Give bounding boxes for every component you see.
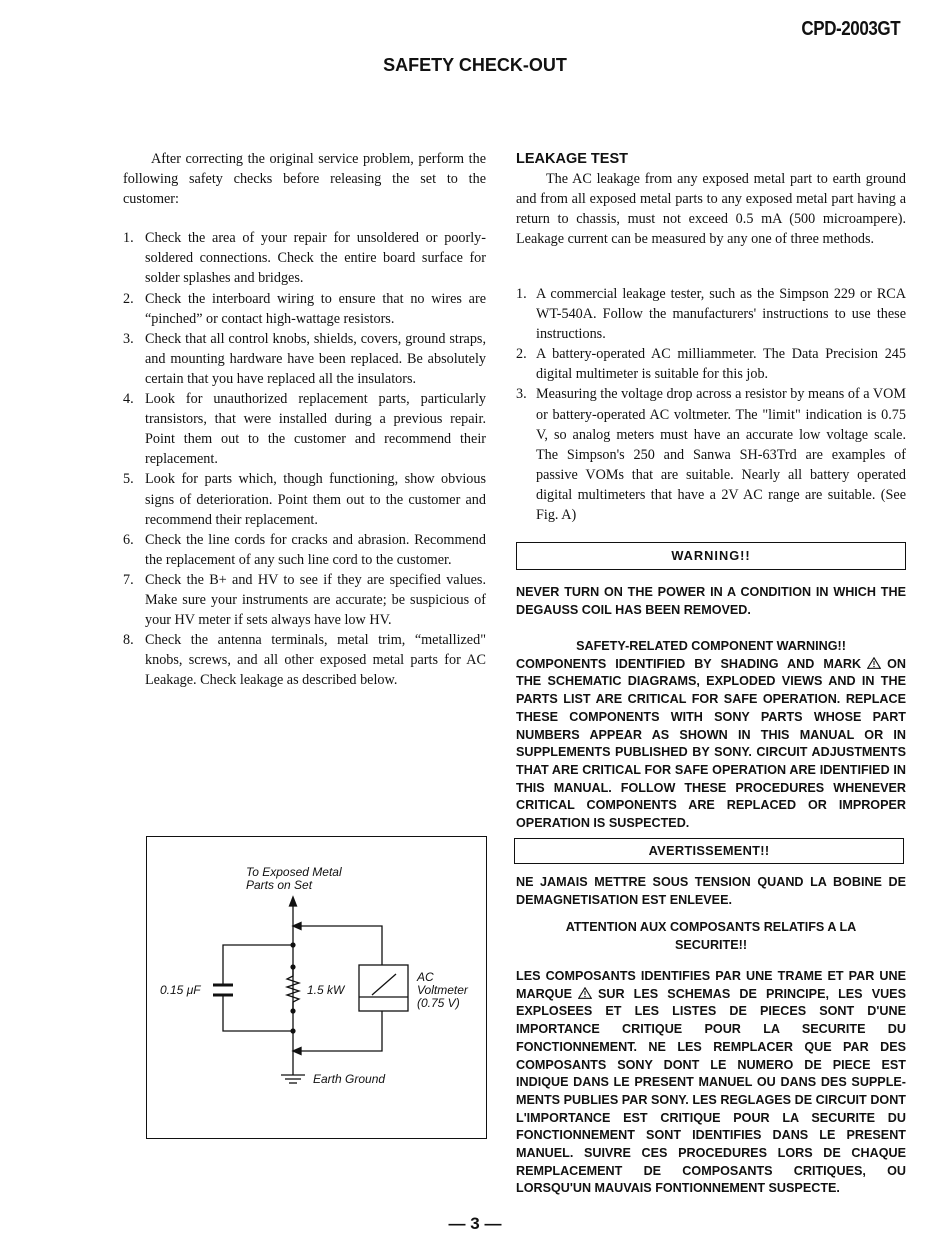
warning-power-paragraph: NEVER TURN ON THE POWER IN A CONDITION IN WHICH THE DEGAUSS COIL HAS BEEN REMOVED. [516, 585, 906, 617]
voltmeter-box [359, 965, 408, 1011]
junction-dot [290, 1008, 295, 1013]
leakage-test-body: The AC leakage from any exposed metal part to earth ground and from all exposed metal parts to any exposed metal part having a return to chassis, must not exceed 0.5 mA (500 microampere). Leakage current can be measured by any one of three methods. [516, 171, 906, 248]
capacitor-bottom-wire [223, 995, 293, 1031]
exposed-metal-label [246, 866, 342, 892]
list-item-text: Check the line cords for cracks and abrasion. Recommend the replacement of any such line cord to the customer. [145, 531, 486, 568]
list-item-text: A commercial leakage tester, such as the Simpson 229 or RCA WT-540A. Follow the manufacturers' instructions to use these instructions. [536, 286, 906, 343]
warning-box: WARNING!! [516, 542, 906, 570]
list-item-text: Check the B+ and HV to see if they are specified values. Make sure your instruments are accurate; be suspicious of your HV meter if sets always have low HV. [145, 571, 486, 629]
meter-bottom-wire [293, 1011, 382, 1051]
list-item-text: Check that all control knobs, shields, covers, ground straps, and mounting hardware have been replaced. Be absolutely certain that you have replaced all the insulators. [145, 330, 486, 387]
voltmeter-label-line1: AC [417, 970, 434, 984]
list-item-text: Check the antenna terminals, metal trim, “metallized" knobs, screws, and all other exposed metal parts for AC Leakage. Check leakage as described below. [145, 632, 486, 689]
list-item-number: 4. [123, 391, 134, 408]
junction-dot [290, 942, 295, 947]
list-item-text: A battery-operated AC milliammeter. The Data Precision 245 digital multimeter is suitable for this job. [536, 346, 906, 383]
capacitor-top-wire [223, 945, 293, 985]
avertissement-text-pre: LES COMPOSANTS IDENTIFIES PAR UNE TRAME ET PAR UNE MARQUE [516, 969, 906, 1001]
capacitor-label: 0.15 μF [160, 983, 201, 997]
list-item [123, 630, 486, 690]
list-item [123, 530, 486, 570]
list-item [123, 570, 486, 630]
list-item [516, 384, 906, 525]
junction-dot [290, 1028, 295, 1033]
safety-checks-column [123, 149, 486, 690]
safety-warning-text-post: ON THE SCHEMATIC DIAGRAMS, EXPLODED VIEWS AND IN THE PARTS LIST ARE CRITICAL FOR SAFE OPERATION. REPLACE THESE COMPONENTS WITH SONY PARTS WHOSE PART NUMBERS APPEAR AS SHOWN IN THIS MANUAL OR IN SUPPLEMENTS PUBLISHED BY SONY. CIRCUIT ADJUSTMENTS THAT ARE CRITICAL FOR SAFE OPERATION ARE IDENTIFIED IN THIS MANUAL. FOLLOW THESE PROCEDURES WHENEVER CRITICAL COMPONENTS ARE REPLACED OR IMPROPER OPERATION IS SUSPECTED. [516, 656, 906, 831]
list-item-number: 8. [123, 632, 134, 649]
safety-warning-text-pre: COMPONENTS IDENTIFIED BY SHADING AND MARK [516, 656, 862, 671]
list-item-text: Look for unauthorized replacement parts, particularly transistors, that were installed during a previous repair. Point them out to the customer and recommend their replacement. [145, 391, 486, 468]
list-item [516, 344, 906, 384]
avertissement-components [516, 968, 906, 1198]
list-item-number: 2. [516, 346, 527, 363]
warning-triangle-icon [578, 987, 592, 999]
avertissement-box: AVERTISSEMENT!! [514, 838, 904, 864]
list-item-number: 3. [123, 330, 134, 347]
list-item-number: 2. [123, 290, 134, 307]
safety-check-list [123, 228, 486, 690]
safety-component-warning [516, 638, 906, 833]
intro-paragraph: After correcting the original service problem, perform the following safety checks before releasing the set to the customer: [123, 151, 486, 208]
list-item-text: Look for parts which, though functioning, show obvious signs of deterioration. Point them out to the customer and recommend their replacement. [145, 471, 486, 528]
attention-heading-block [555, 919, 867, 954]
resistor-label: 1.5 kW [307, 983, 345, 997]
leakage-test-heading: LEAKAGE TEST [516, 151, 628, 167]
list-item-text: Check the area of your repair for unsoldered or poorly-soldered connections. Check the entire board surface for solder splashes and bridges. [145, 230, 486, 287]
earth-ground-label: Earth Ground [313, 1072, 386, 1086]
list-item [123, 289, 486, 329]
voltmeter-needle [372, 974, 396, 995]
list-item-number: 1. [516, 286, 527, 302]
exposed-metal-label-line2: Parts on Set [246, 878, 313, 892]
list-item-number: 7. [123, 571, 134, 588]
list-item [123, 228, 486, 288]
list-item-text: Measuring the voltage drop across a resistor by means of a VOM or battery-operated AC voltmeter. The "limit" indication is 0.75 V, so analog meters must have an accurate low voltage scale. The Simpson's 250 and Sanwa SH-63Trd are examples of passive VOMs that are suitable. Nearly all battery operated digital multimeters that have a 2V AC range are suitable. (See Fig. A) [536, 386, 906, 524]
exposed-metal-label-line1: To Exposed Metal [246, 865, 342, 879]
warning-power-text [516, 584, 906, 619]
list-item [123, 469, 486, 529]
warning-triangle-icon [867, 657, 881, 669]
model-number: CPD-2003GT [801, 18, 900, 40]
attention-heading: ATTENTION AUX COMPOSANTS RELATIFS A LA SECURITE!! [565, 920, 857, 952]
meter-top-wire [293, 926, 382, 965]
voltmeter-label-line2: Voltmeter [417, 983, 468, 997]
list-item-number: 5. [123, 471, 134, 488]
list-item-text: Check the interboard wiring to ensure that no wires are “pinched” or contact high-wattage resistors. [145, 290, 486, 327]
voltmeter-label [417, 971, 468, 1010]
leakage-test-circuit-diagram [146, 836, 487, 1139]
list-item [123, 329, 486, 389]
list-item-number: 6. [123, 531, 134, 548]
list-item-number: 3. [516, 386, 527, 403]
leakage-test-section [516, 149, 906, 249]
safety-warning-heading: SAFETY-RELATED COMPONENT WARNING!! [576, 639, 846, 653]
safety-warning-body [516, 656, 906, 833]
arrow-up-icon [290, 897, 297, 906]
junction-dot [290, 964, 295, 969]
avertissement-body [516, 968, 906, 1198]
voltmeter-label-line3: (0.75 V) [417, 996, 460, 1010]
list-item-number: 1. [123, 230, 134, 247]
arrow-left-icon [293, 923, 301, 930]
leakage-methods [516, 284, 906, 525]
list-item [516, 284, 906, 344]
arrow-left-icon [293, 1048, 301, 1055]
avertissement-power-text [516, 874, 906, 909]
page-number: — 3 — [448, 1214, 502, 1233]
resistor-zigzag [287, 967, 299, 1011]
avertissement-power-paragraph: NE JAMAIS METTRE SOUS TENSION QUAND LA BOBINE DE DEMAGNETISATION EST ENLEVEE. [516, 875, 906, 907]
leakage-method-list [516, 284, 906, 525]
avertissement-text-post: SUR LES SCHEMAS DE PRINCIPE, LES VUES EXPLOSEES ET LES LISTES DE PIECES SONT D'UNE IMPORTANCE CRITIQUE POUR LA SECURITE DU FONCTIONNEMENT. NE LES REMPLACER QUE PAR DES COMPOSANTS SONY DONT LE NUMERO DE PIECE EST INDIQUE DANS LE PRESENT MANUEL OU DANS DES SUPPLE-MENTS PUBLIES PAR SONY. LES REGLAGES DE CIRCUIT DONT L'IMPORTANCE EST CRITIQUE POUR LA SECURITE DU FONCTIONNEMENT SONT IDENTIFIES DANS LE PRESENT MANUEL. SUIVRE CES PROCEDURES LORS DE CHAQUE REMPLACEMENT DE COMPOSANTS CRITIQUES, OU LORSQU'UN MAUVAIS FONTIONNEMENT SUSPECTE. [516, 986, 906, 1196]
list-item [123, 389, 486, 469]
page-title: SAFETY CHECK-OUT [383, 55, 567, 75]
